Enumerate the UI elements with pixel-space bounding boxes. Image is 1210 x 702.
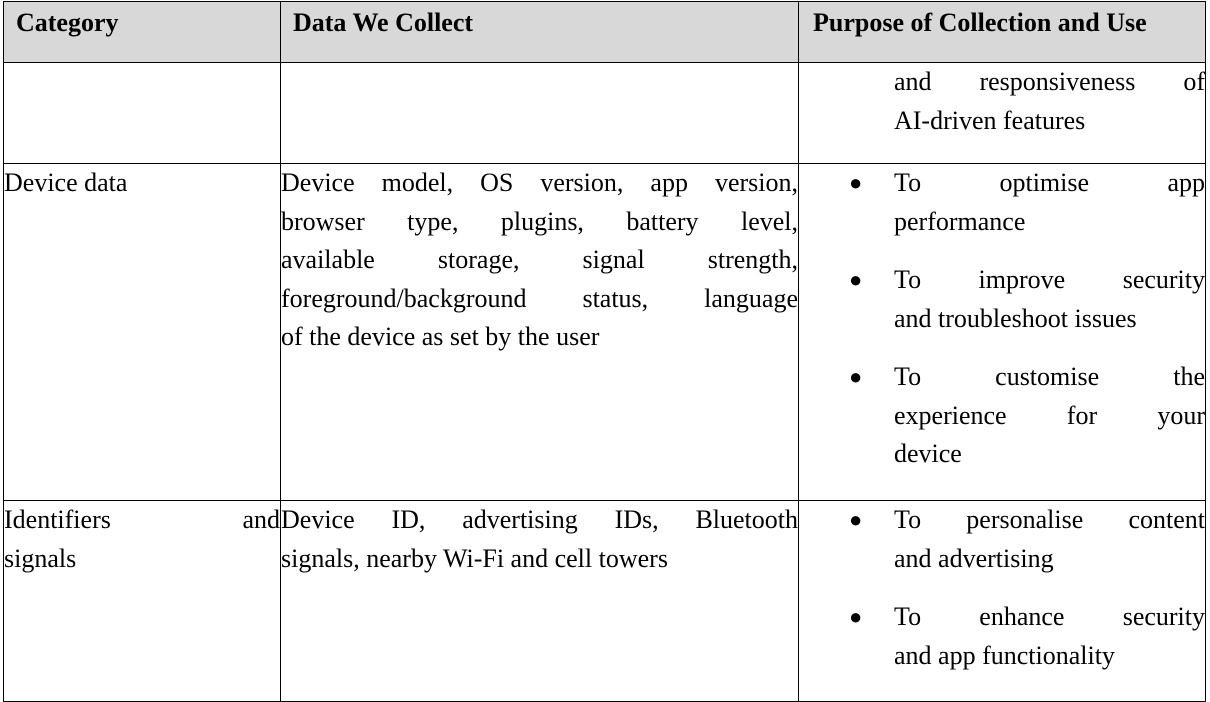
category-identifiers-line-1: Identifiers and <box>4 505 280 534</box>
device-data-line-5: of the device as set by the user <box>281 322 600 351</box>
purpose-line: device <box>894 439 962 468</box>
cell-purpose-continued <box>799 63 1206 164</box>
identifiers-data-line-2: signals, nearby Wi-Fi and cell towers <box>281 543 668 573</box>
purpose-line: performance <box>894 206 1026 236</box>
identifiers-purpose-list <box>799 501 1205 675</box>
table-row-device-data <box>4 164 1206 501</box>
cell-data-device <box>281 164 799 501</box>
list-item <box>799 358 1205 474</box>
purpose-line: and troubleshoot issues <box>894 303 1137 333</box>
cell-data-continued <box>281 63 799 164</box>
purpose-line: To improve security <box>894 265 1205 294</box>
purpose-continued-text <box>799 63 1205 140</box>
purpose-line: and app functionality <box>894 640 1115 670</box>
purpose-line: experience for your <box>894 400 1205 430</box>
purpose-line: To customise the <box>894 362 1205 391</box>
purpose-continued-line-2: AI-driven features <box>894 105 1086 135</box>
table-header-row <box>4 2 1206 63</box>
list-item <box>799 501 1205 578</box>
device-data-line-2: browser type, plugins, battery level, <box>281 206 798 236</box>
bullet-icon: ● <box>849 170 863 195</box>
category-device-label: Device data <box>4 168 128 197</box>
category-identifiers-line-2: signals <box>4 543 77 573</box>
header-data-we-collect: Data We Collect <box>281 2 799 63</box>
purpose-line: and advertising <box>894 543 1054 573</box>
device-data-line-4: foreground/background status, language <box>281 283 798 313</box>
data-collection-table <box>3 1 1206 702</box>
cell-category-continued <box>4 63 281 164</box>
device-purpose-list <box>799 164 1205 474</box>
purpose-line: To enhance security <box>894 602 1205 631</box>
purpose-line: To optimise app <box>894 168 1205 197</box>
device-data-line-3: available storage, signal strength, <box>281 245 798 274</box>
cell-purpose-identifiers <box>799 501 1206 702</box>
list-item <box>799 598 1205 675</box>
header-category: Category <box>4 2 281 63</box>
list-item <box>799 164 1205 241</box>
cell-purpose-device <box>799 164 1206 501</box>
identifiers-data-line-1: Device ID, advertising IDs, Bluetooth <box>281 505 798 534</box>
purpose-line: To personalise content <box>894 505 1205 534</box>
header-purpose: Purpose of Collection and Use <box>799 2 1206 63</box>
device-data-line-1: Device model, OS version, app version, <box>281 168 798 197</box>
bullet-icon: ● <box>849 364 863 389</box>
bullet-icon: ● <box>849 507 863 532</box>
purpose-continued-line-1: and responsiveness of <box>894 67 1205 96</box>
table-row-identifiers <box>4 501 1206 702</box>
cell-category-device <box>4 164 281 501</box>
list-item <box>799 261 1205 338</box>
cell-data-identifiers <box>281 501 799 702</box>
bullet-icon: ● <box>849 267 863 292</box>
table-row-continued <box>4 63 1206 164</box>
bullet-icon: ● <box>849 604 863 629</box>
cell-category-identifiers <box>4 501 281 702</box>
